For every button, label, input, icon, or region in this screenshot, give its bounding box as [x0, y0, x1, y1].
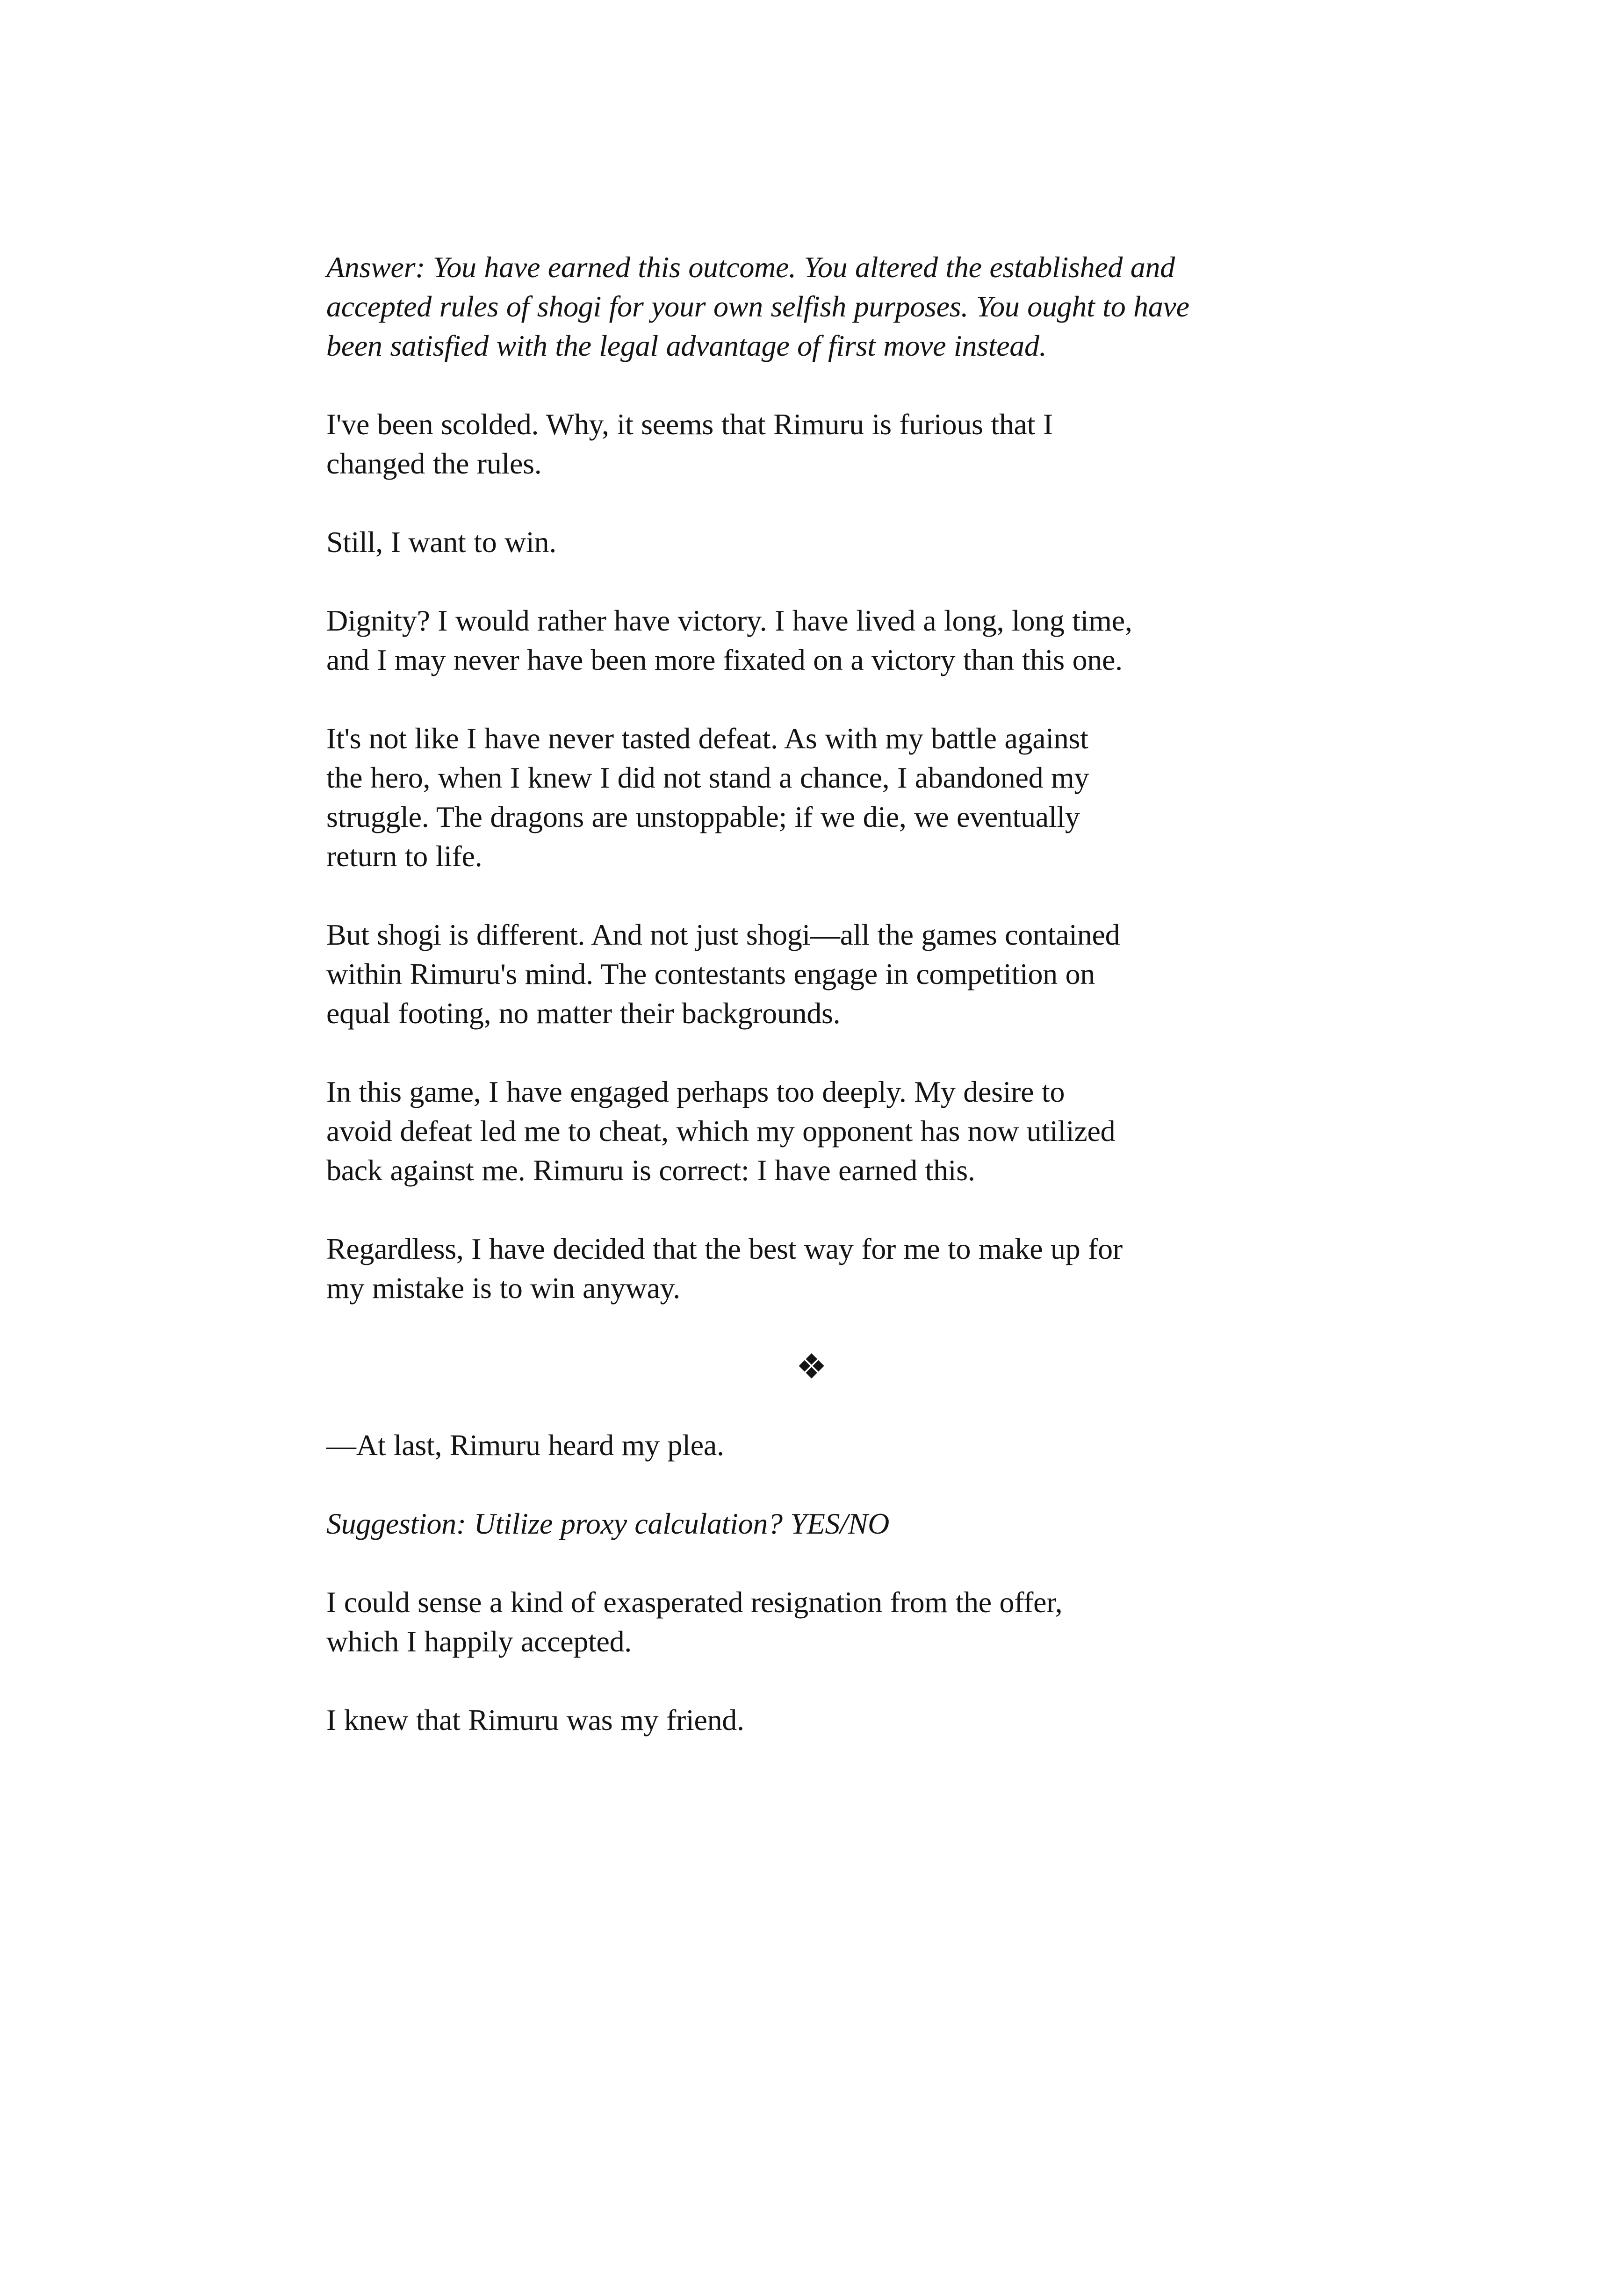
paragraph [326, 405, 1296, 483]
text-line: within Rimuru's mind. The contestants engage in competition on [326, 957, 1095, 990]
text-line: But shogi is different. And not just shogi—all the games contained [326, 918, 1120, 951]
text-line: back against me. Rimuru is correct: I have earned this. [326, 1154, 975, 1187]
text-line: Still, I want to win. [326, 525, 556, 559]
page-text-block [326, 248, 1296, 1779]
text-line: my mistake is to win anyway. [326, 1271, 680, 1305]
text-line: Suggestion: Utilize proxy calculation? YES/NO [326, 1507, 890, 1540]
paragraph [326, 719, 1296, 876]
text-line: I knew that Rimuru was my friend. [326, 1703, 744, 1736]
text-line: I could sense a kind of exasperated resignation from the offer, [326, 1586, 1063, 1619]
text-line: struggle. The dragons are unstoppable; if we die, we eventually [326, 800, 1080, 833]
text-line: I've been scolded. Why, it seems that Rimuru is furious that I [326, 408, 1053, 441]
paragraph [326, 1426, 1296, 1465]
text-line: the hero, when I knew I did not stand a chance, I abandoned my [326, 761, 1089, 794]
paragraph [326, 915, 1296, 1033]
paragraph [326, 523, 1296, 562]
text-line: and I may never have been more fixated on a victory than this one. [326, 643, 1123, 676]
text-line: which I happily accepted. [326, 1625, 632, 1658]
text-line: Regardless, I have decided that the best way for me to make up for [326, 1232, 1123, 1265]
text-line: accepted rules of shogi for your own selfish purposes. You ought to have [326, 290, 1189, 323]
text-line: Dignity? I would rather have victory. I have lived a long, long time, [326, 604, 1132, 637]
paragraph [326, 1504, 1296, 1543]
text-line: Answer: You have earned this outcome. You altered the established and [326, 251, 1175, 284]
text-line: equal footing, no matter their backgrounds. [326, 997, 841, 1030]
paragraph [326, 248, 1296, 366]
ornament-glyph: ❖ [796, 1347, 827, 1387]
paragraph [326, 1229, 1296, 1308]
text-line: avoid defeat led me to cheat, which my opponent has now utilized [326, 1114, 1116, 1148]
text-line: It's not like I have never tasted defeat. As with my battle against [326, 722, 1088, 755]
paragraph [326, 1700, 1296, 1740]
text-line: —At last, Rimuru heard my plea. [326, 1428, 724, 1462]
text-line: changed the rules. [326, 447, 542, 480]
text-line: return to life. [326, 839, 482, 873]
text-line: In this game, I have engaged perhaps too deeply. My desire to [326, 1075, 1065, 1108]
paragraph [326, 1583, 1296, 1661]
paragraph [326, 601, 1296, 680]
paragraph [326, 1072, 1296, 1190]
text-line: been satisfied with the legal advantage of first move instead. [326, 329, 1047, 362]
section-break-ornament [326, 1347, 1296, 1386]
